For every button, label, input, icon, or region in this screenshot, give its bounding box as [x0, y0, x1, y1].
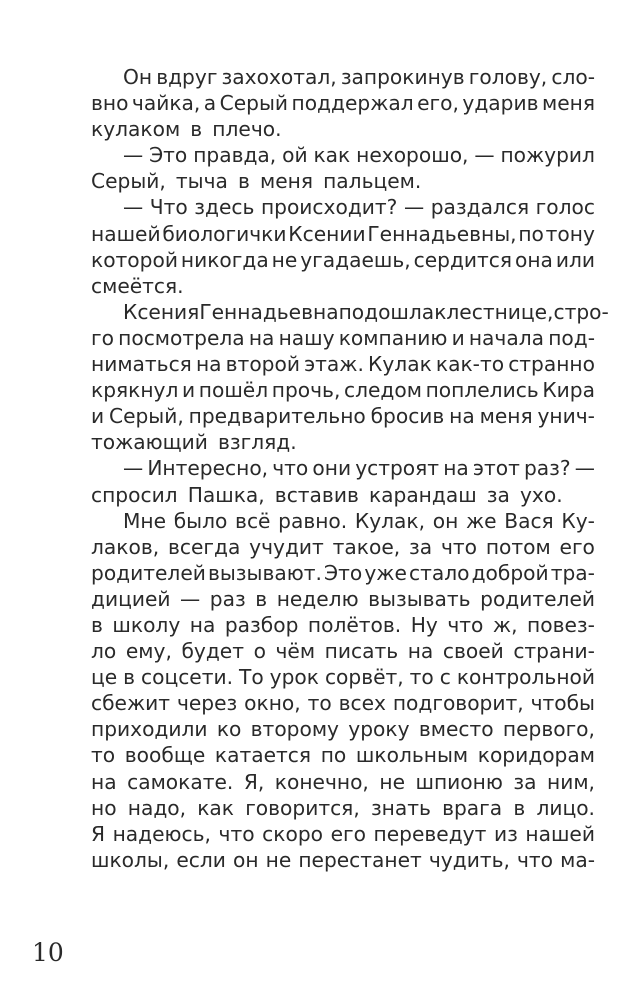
word: ухо. — [519, 482, 563, 507]
word: сло- — [551, 65, 595, 89]
word: с — [439, 665, 451, 690]
word: школы, — [91, 847, 170, 872]
word: поддержал — [291, 91, 414, 116]
word: не — [265, 847, 292, 872]
word: если — [176, 847, 226, 872]
text-line — [91, 429, 595, 455]
word: Я — [91, 821, 106, 846]
word: о — [253, 639, 266, 664]
word: Мне — [123, 508, 167, 533]
word: Ксении — [288, 221, 366, 246]
word: подговорит, — [392, 691, 524, 716]
text-line — [91, 769, 595, 795]
text-line — [91, 638, 595, 664]
word: шпионю — [415, 769, 503, 794]
word: скоро — [262, 821, 323, 846]
word: Я, — [243, 769, 265, 794]
word: потом — [485, 534, 551, 559]
word: Геннадьевна — [199, 299, 339, 324]
word: прочь, — [271, 378, 341, 403]
text-line — [91, 325, 595, 351]
word: Кулак — [368, 352, 432, 377]
word: никогда — [180, 247, 269, 272]
text-line — [91, 273, 595, 299]
word: начала — [468, 325, 545, 350]
word: писать — [324, 639, 399, 664]
text-line — [91, 795, 595, 821]
word: — — [574, 456, 595, 481]
word: Вася — [504, 508, 554, 533]
word: вызывают. — [207, 560, 322, 585]
word: они — [312, 456, 352, 481]
word: было — [173, 508, 228, 533]
word: спросил — [91, 482, 178, 507]
text-line — [91, 716, 595, 742]
word: родителей — [480, 586, 595, 611]
text-line — [91, 142, 595, 168]
word: и — [91, 404, 105, 429]
word: которой — [91, 247, 178, 272]
word: всегда — [167, 534, 241, 559]
word: вообще — [124, 743, 206, 768]
word: плечо. — [212, 117, 282, 142]
word: уже — [364, 560, 407, 585]
word: что — [440, 534, 477, 559]
word: неделю — [276, 586, 359, 611]
word: Геннадьевны, — [367, 221, 517, 246]
word: что — [218, 821, 255, 846]
word: Он — [123, 65, 153, 89]
word: конечно, — [274, 769, 369, 794]
word: Это — [324, 560, 363, 585]
body-text — [91, 64, 609, 873]
word: а — [203, 91, 217, 116]
word: всё — [235, 508, 271, 533]
word: нашу — [278, 325, 335, 350]
word: перестанет — [298, 847, 422, 872]
word: лицо. — [536, 795, 595, 820]
word: в — [238, 169, 250, 194]
word: запрокинув — [340, 65, 465, 89]
word: будет — [181, 639, 244, 664]
word: второй — [225, 352, 300, 377]
word: его — [559, 534, 595, 559]
word: на — [189, 612, 216, 637]
word: контрольной — [456, 665, 595, 690]
word: Интересно, — [147, 456, 269, 481]
word: этот — [472, 456, 520, 481]
word: Ку- — [561, 508, 595, 533]
word: на — [443, 456, 469, 481]
text-line — [91, 821, 595, 847]
word: следом — [344, 378, 422, 403]
word: равно. — [278, 508, 348, 533]
word: катается — [214, 743, 312, 768]
word: коридорам — [477, 743, 595, 768]
word: — — [474, 143, 495, 168]
word: происходит? — [260, 195, 398, 220]
word: за — [486, 482, 510, 507]
word: в — [513, 795, 526, 820]
word: нашей — [525, 821, 595, 846]
word: школу — [112, 612, 181, 637]
word: он — [232, 847, 259, 872]
word: захохотал, — [221, 65, 337, 89]
word: голос — [535, 195, 595, 220]
word: Кулак, — [354, 508, 426, 533]
word: второму — [250, 717, 340, 742]
word: в — [123, 665, 136, 690]
word: как-то — [435, 352, 505, 377]
word: на — [195, 352, 222, 377]
word: уроку — [348, 717, 410, 742]
word: родителей — [91, 560, 206, 585]
word: тону — [545, 221, 595, 246]
text-line — [91, 116, 595, 142]
word: здесь — [194, 195, 255, 220]
word: первого, — [502, 717, 595, 742]
word: из — [493, 821, 518, 846]
word: на — [407, 639, 434, 664]
word: Серый, — [91, 169, 166, 194]
word: лаков, — [91, 534, 160, 559]
word: соцсети. — [141, 665, 234, 690]
word: что — [447, 612, 484, 637]
word: раз? — [523, 456, 571, 481]
word: голову, — [468, 65, 548, 89]
word: подошла — [338, 299, 435, 324]
word: не — [379, 769, 405, 794]
word: как — [197, 795, 234, 820]
word: раздался — [430, 195, 530, 220]
text-line — [91, 90, 595, 116]
word: меня — [260, 169, 313, 194]
word: ло — [91, 639, 117, 664]
text-line — [91, 194, 595, 220]
word: что — [516, 847, 554, 872]
word: бросив — [370, 404, 445, 429]
word: нехорошо, — [356, 143, 469, 168]
word: пальцем. — [323, 169, 422, 194]
word: его — [330, 821, 366, 846]
word: повез- — [527, 612, 595, 637]
word: и — [182, 378, 196, 403]
word: такое, — [332, 534, 401, 559]
word: как — [313, 143, 351, 168]
word: тожающий — [91, 430, 208, 455]
text-line — [91, 534, 595, 560]
word: правда, — [193, 143, 277, 168]
word: вдруг — [156, 65, 218, 89]
word: учудит — [249, 534, 324, 559]
word: меня — [479, 404, 533, 429]
word: вно — [91, 91, 129, 116]
word: в — [190, 117, 203, 142]
word: самокате. — [127, 769, 234, 794]
word: — — [180, 586, 201, 611]
word: ниматься — [91, 352, 192, 377]
word: разбор — [224, 612, 299, 637]
word: — — [403, 195, 425, 220]
word: вставив — [274, 482, 359, 507]
word: взгляд. — [218, 430, 297, 455]
word: Ксения — [123, 299, 200, 324]
word: странно — [508, 352, 595, 377]
word: за — [409, 534, 433, 559]
word: це — [91, 665, 118, 690]
word: чём — [275, 639, 316, 664]
word: на — [91, 769, 117, 794]
text-line — [91, 247, 595, 273]
word: своей — [442, 639, 504, 664]
word: тра- — [550, 560, 595, 585]
word: биологички — [162, 221, 287, 246]
word: ж, — [492, 612, 518, 637]
word: в — [91, 612, 103, 637]
word: Это — [149, 143, 188, 168]
word: стро- — [553, 299, 609, 324]
page-number: 10 — [32, 938, 64, 967]
word: вызывать — [368, 586, 471, 611]
word: доброй — [471, 560, 549, 585]
word: угадаешь, — [300, 247, 411, 272]
word: унич- — [537, 404, 595, 429]
word: по — [518, 221, 544, 246]
word: то — [409, 665, 434, 690]
word: дицией — [91, 586, 171, 611]
word: она — [514, 247, 553, 272]
word: или — [555, 247, 595, 272]
word: этаж. — [304, 352, 364, 377]
word: окно, — [244, 691, 301, 716]
word: сбежит — [91, 691, 171, 716]
word: пожурил — [500, 143, 595, 168]
text-line — [91, 560, 595, 586]
word: же — [465, 508, 497, 533]
text-line — [91, 299, 609, 325]
word: ударив — [462, 91, 539, 116]
word: устроят — [355, 456, 440, 481]
word: тыча — [175, 169, 228, 194]
word: в — [255, 586, 268, 611]
word: поплелись — [425, 378, 539, 403]
word: Кира — [542, 378, 595, 403]
text-line — [91, 847, 595, 873]
word: кулаком — [91, 117, 181, 142]
word: сердится — [413, 247, 513, 272]
text-line — [91, 455, 595, 481]
word: страни- — [513, 639, 595, 664]
word: ним, — [547, 769, 595, 794]
text-line — [91, 612, 595, 638]
word: он — [432, 508, 459, 533]
word: вместо — [418, 717, 494, 742]
word: Пашка, — [187, 482, 265, 507]
text-line — [91, 351, 595, 377]
word: стало — [408, 560, 470, 585]
text-line — [91, 742, 595, 768]
word: — — [123, 143, 144, 168]
text-line — [91, 482, 595, 508]
text-line — [91, 168, 595, 194]
word: его, — [417, 91, 459, 116]
word: пошёл — [198, 378, 269, 403]
text-line — [91, 586, 595, 612]
word: приходили — [91, 717, 208, 742]
text-line — [91, 508, 595, 534]
word: Серый, — [108, 404, 184, 429]
text-line — [91, 690, 595, 716]
word: Серый — [219, 91, 289, 116]
word: то — [91, 743, 116, 768]
word: ему, — [125, 639, 172, 664]
word: чайка, — [131, 91, 201, 116]
word: ма- — [560, 847, 595, 872]
word: по — [320, 743, 347, 768]
word: знать — [370, 795, 431, 820]
word: карандаш — [368, 482, 477, 507]
word: Что — [149, 195, 188, 220]
word: надеюсь, — [112, 821, 211, 846]
word: к — [434, 299, 447, 324]
text-line — [91, 221, 595, 247]
word: крякнул — [91, 378, 179, 403]
word: сорвёт, — [324, 665, 404, 690]
word: смеётся. — [91, 273, 184, 298]
text-line — [91, 64, 595, 90]
word: нашей — [91, 221, 161, 246]
word: предварительно — [188, 404, 366, 429]
word: всех — [338, 691, 386, 716]
word: компанию — [338, 325, 448, 350]
word: ой — [282, 143, 308, 168]
word: ко — [216, 717, 242, 742]
word: что — [272, 456, 309, 481]
word: не — [271, 247, 298, 272]
word: полётов. — [307, 612, 402, 637]
word: но — [91, 795, 117, 820]
word: то — [307, 691, 332, 716]
word: и — [451, 325, 465, 350]
word: на — [449, 404, 475, 429]
word: на — [248, 325, 275, 350]
text-line — [91, 664, 595, 690]
word: под- — [548, 325, 595, 350]
word: — — [123, 456, 144, 481]
word: школьным — [355, 743, 469, 768]
word: — — [123, 195, 144, 220]
word: чтобы — [530, 691, 595, 716]
word: То — [239, 665, 264, 690]
word: переведут — [373, 821, 487, 846]
word: Ну — [410, 612, 438, 637]
word: урок — [269, 665, 319, 690]
word: лестнице, — [446, 299, 554, 324]
word: го — [91, 325, 114, 350]
word: через — [176, 691, 238, 716]
word: чудить, — [428, 847, 510, 872]
word: врага — [442, 795, 503, 820]
word: говорится, — [245, 795, 360, 820]
word: надо, — [127, 795, 187, 820]
text-line — [91, 403, 595, 429]
text-line — [91, 377, 595, 403]
word: за — [513, 769, 537, 794]
word: посмотрела — [118, 325, 245, 350]
word: меня — [541, 91, 595, 116]
word: раз — [209, 586, 246, 611]
